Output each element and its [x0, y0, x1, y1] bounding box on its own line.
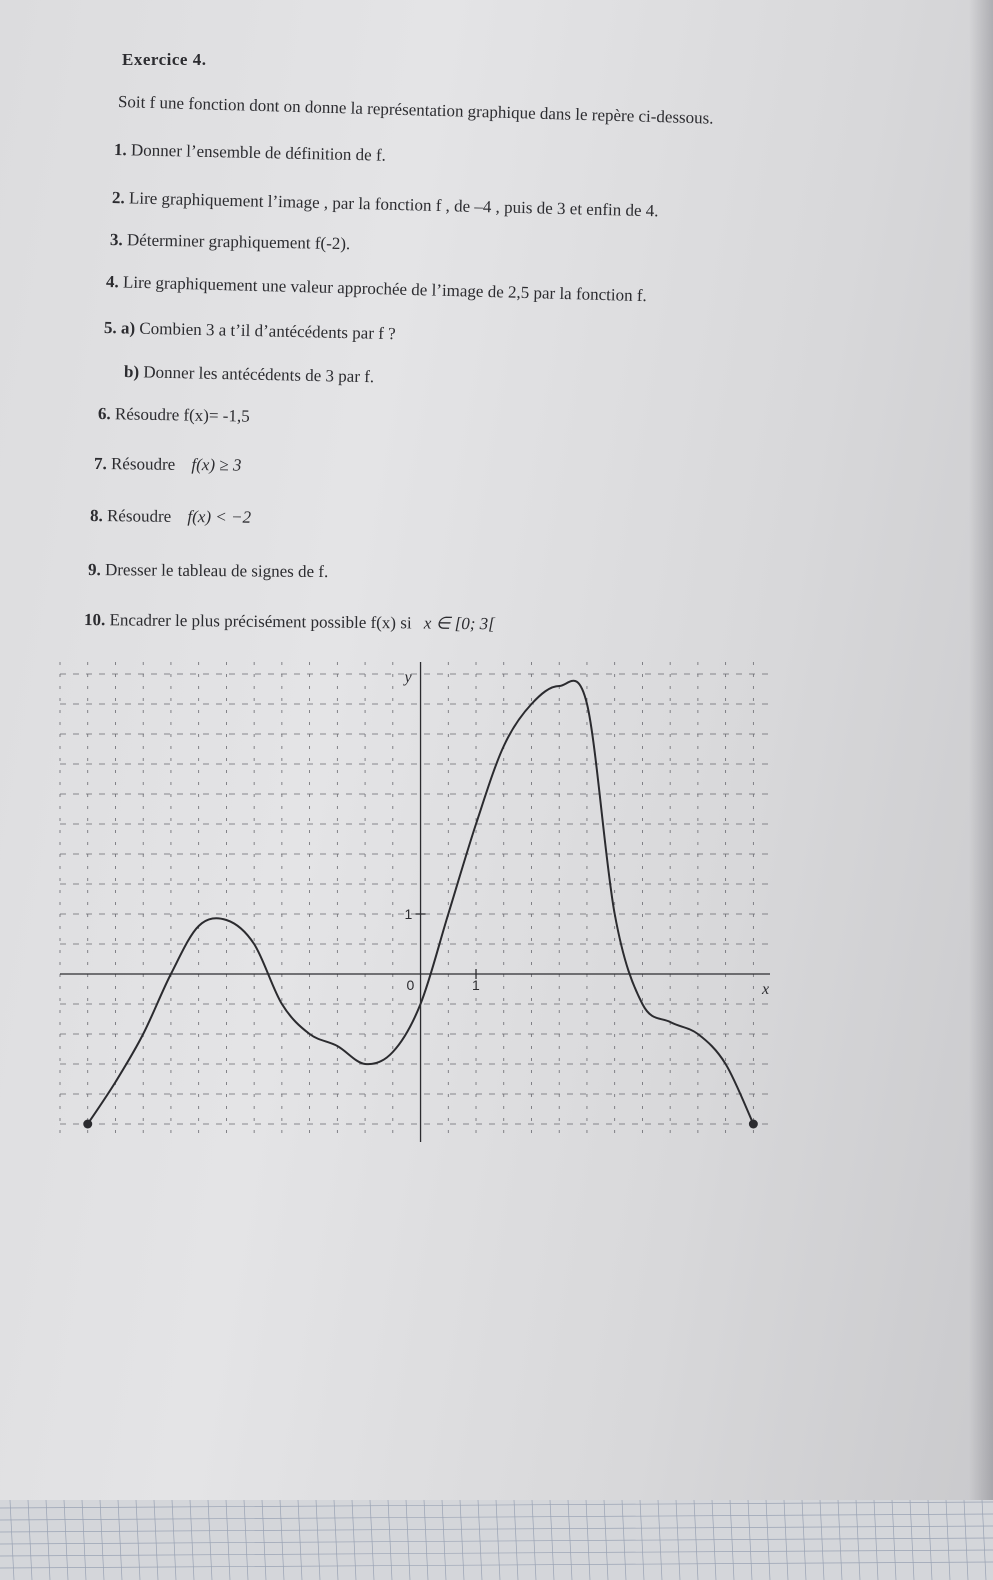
next-page-grid-line [64, 1500, 68, 1580]
next-page-grid-line [910, 1500, 914, 1580]
question-7 [94, 454, 242, 476]
question-6-text: Résoudre f(x)= -1,5 [114, 404, 250, 426]
next-page-grid-line [550, 1500, 554, 1580]
question-7-text: Résoudre [110, 454, 176, 474]
next-page-grid-line [442, 1500, 446, 1580]
y-unit-label: 1 [404, 906, 413, 922]
question-7-number: 7. [93, 454, 107, 474]
left-endpoint [83, 1120, 92, 1129]
question-8-text: Résoudre [106, 506, 172, 526]
next-page-grid-line [154, 1500, 158, 1580]
question-2-number: 2. [111, 188, 125, 208]
question-3 [110, 230, 351, 254]
next-page-grid-line [316, 1500, 320, 1580]
question-3-text: Déterminer graphiquement f(-2). [126, 230, 351, 254]
next-page-grid-line [136, 1500, 140, 1580]
next-page-grid-line [424, 1500, 428, 1580]
question-10-text: Encadrer le plus précisément possible f(x) si [109, 610, 412, 633]
next-page-grid-line [460, 1500, 464, 1580]
question-9 [88, 560, 328, 582]
question-8-number: 8. [89, 506, 103, 526]
next-page-grid-line [0, 1550, 993, 1556]
next-page-grid-line [280, 1500, 284, 1580]
intro-sentence: Soit f une fonction dont on donne la représentation graphique dans le repère ci-dessous. [117, 92, 714, 128]
question-5b-text: Donner les antécédents de 3 par f. [143, 362, 375, 387]
next-page-grid-line [946, 1500, 950, 1580]
next-page-grid-line [172, 1500, 176, 1580]
exercise-title: Exercice 4. [122, 50, 207, 69]
next-page-grid-line [766, 1500, 770, 1580]
x-unit-label: 1 [472, 977, 480, 993]
next-page-grid-line [928, 1500, 932, 1580]
next-page-grid-line [82, 1500, 86, 1580]
question-2-text: Lire graphiquement l’image , par la fonction f , de –4 , puis de 3 et enfin de 4. [128, 188, 659, 221]
next-page-grid-line [838, 1500, 842, 1580]
question-1-number: 1. [113, 140, 127, 160]
question-3-number: 3. [109, 230, 123, 250]
next-page-grid-line [406, 1500, 410, 1580]
next-page-grid-line [262, 1500, 266, 1580]
question-8 [90, 506, 251, 528]
page-edge-shadow [969, 0, 993, 1580]
next-page-grid-line [586, 1500, 590, 1580]
question-5a-text: Combien 3 a t’il d’antécédents par f ? [139, 318, 396, 344]
question-9-number: 9. [87, 560, 101, 580]
graph-grid [60, 662, 770, 1142]
right-endpoint [749, 1120, 758, 1129]
question-10-number: 10. [83, 610, 106, 630]
question-8-math: f(x) < −2 [187, 507, 252, 527]
next-page-grid-line [100, 1500, 104, 1580]
x-axis-label: x [762, 981, 770, 998]
question-6-number: 6. [97, 404, 111, 424]
function-graph [50, 652, 780, 1152]
next-page-grid-line [478, 1500, 482, 1580]
origin-label: 0 [406, 977, 415, 993]
next-page-grid-line [820, 1500, 824, 1580]
next-page-grid-line [0, 1538, 993, 1544]
question-4-text: Lire graphiquement une valeur approchée de l’image de 2,5 par la fonction f. [122, 272, 648, 306]
next-page-grid-line [856, 1500, 860, 1580]
next-page-grid-line [388, 1500, 392, 1580]
question-9-text: Dresser le tableau de signes de f. [104, 560, 329, 582]
next-page-grid-line [226, 1500, 230, 1580]
question-10-math: x ∈ [0; 3[ [423, 613, 495, 634]
next-page-grid-line [0, 1526, 993, 1532]
next-page-grid-line [730, 1500, 734, 1580]
next-page-grid-line [748, 1500, 752, 1580]
next-page-grid-line [496, 1500, 500, 1580]
question-7-math: f(x) ≥ 3 [191, 455, 242, 475]
question-4-number: 4. [105, 272, 120, 292]
next-page-grid-line [784, 1500, 788, 1580]
next-page-grid-line [982, 1500, 986, 1580]
next-page-grid-line [0, 1562, 993, 1568]
next-page-grid-line [532, 1500, 536, 1580]
next-page-grid [0, 1500, 993, 1580]
question-1-text: Donner l’ensemble de définition de f. [130, 140, 387, 165]
question-6 [98, 404, 250, 427]
next-page-grid-line [352, 1500, 356, 1580]
next-page-grid-line [298, 1500, 302, 1580]
next-page-grid-line [190, 1500, 194, 1580]
next-page-grid-line [370, 1500, 374, 1580]
next-page-grid-line [568, 1500, 572, 1580]
next-page-grid-line [892, 1500, 896, 1580]
next-page-grid-line [802, 1500, 806, 1580]
next-page-grid-line [208, 1500, 212, 1580]
y-axis-label: y [404, 669, 412, 686]
next-page-grid-line [874, 1500, 878, 1580]
question-5a-number: 5. a) [103, 318, 136, 338]
next-page-grid-line [334, 1500, 338, 1580]
next-page-grid-line [964, 1500, 968, 1580]
next-page-grid-line [118, 1500, 122, 1580]
next-page-grid-line [514, 1500, 518, 1580]
question-5b-number: b) [123, 362, 140, 382]
next-page-grid-line [244, 1500, 248, 1580]
